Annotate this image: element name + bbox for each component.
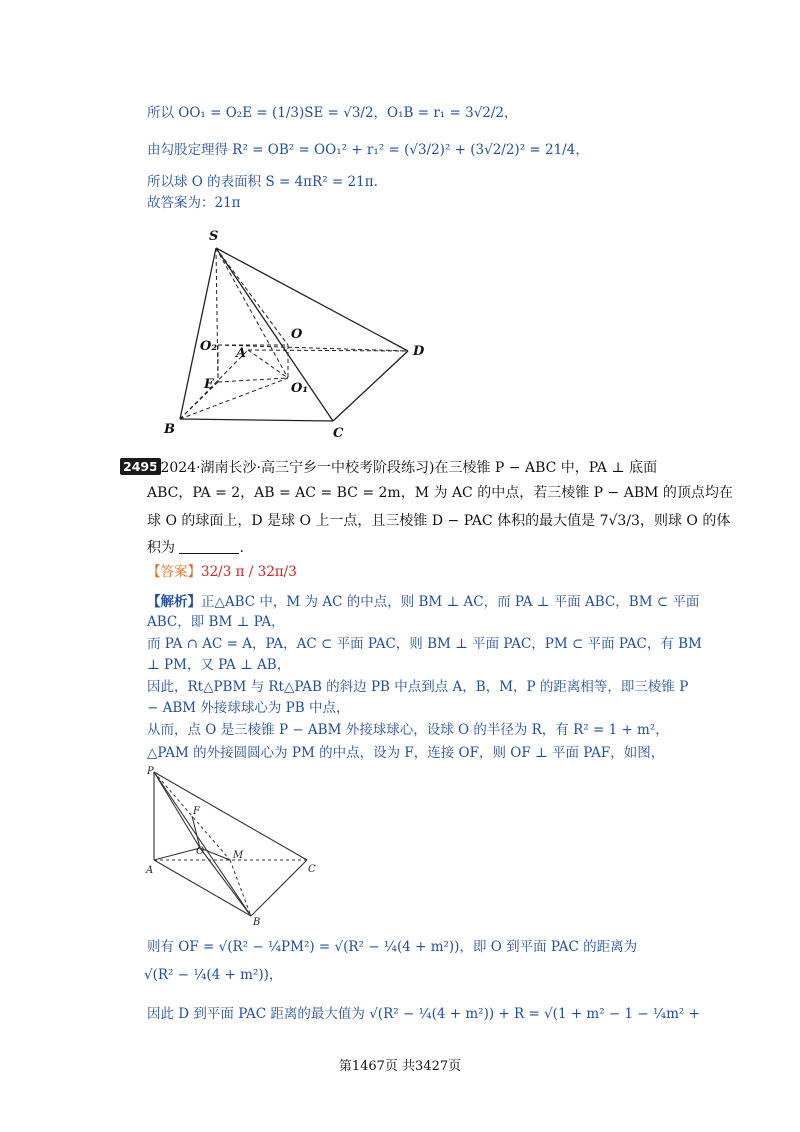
label-M: M <box>233 850 244 861</box>
label-A: A <box>236 346 247 361</box>
analysis-line-1-text: 正△ABC 中，M 为 AC 的中点，则 BM ⊥ AC，而 PA ⊥ 平面 ABC，BM ⊂ 平面 <box>201 594 700 610</box>
answer-line <box>147 562 297 582</box>
analysis-line-5: 因此，Rt△PBM 与 Rt△PAB 的斜边 PB 中点到点 A，B，M，P 的距离相等，即三棱锥 P <box>147 679 689 695</box>
problem-line-1: (2024·湖南长沙·高三宁乡一中校考阶段练习)在三棱锥 P − ABC 中，PA ⊥ 底面 <box>155 460 658 476</box>
problem-number-badge: 2495 <box>120 458 161 475</box>
answer-value: 32/3 π / 32π/3 <box>201 564 297 580</box>
analysis-tag: 【解析】 <box>147 594 201 610</box>
analysis-line-2: ABC，即 BM ⊥ PA， <box>147 614 285 630</box>
label-B-fig2: B <box>253 917 261 928</box>
solution-line-4: 故答案为：21π <box>147 195 241 211</box>
label-O-fig2: O <box>196 846 205 857</box>
page-footer: 第1467页 共3427页 <box>338 1059 462 1074</box>
after-line-3: 因此 D 到平面 PAC 距离的最大值为 √(R² − ¼(4 + m²)) + R = √(1 + m² − 1 − ¼m² + <box>147 1006 700 1022</box>
label-O: O <box>291 327 303 342</box>
label-A-fig2: A <box>146 865 154 876</box>
pyramid-figure-1 <box>160 222 430 444</box>
analysis-line-7: 从而，点 O 是三棱锥 P − ABM 外接球球心，设球 O 的半径为 R，有 R² = 1 + m²， <box>147 722 669 738</box>
solution-line-2: 由勾股定理得 R² = OB² = OO₁² + r₁² = (√3/2)² + (3√2/2)² = 21/4， <box>147 142 589 158</box>
label-C-fig2: C <box>308 864 316 875</box>
problem-line-2: ABC，PA = 2，AB = AC = BC = 2m，M 为 AC 的中点，若三棱锥 P − ABM 的顶点均在 <box>147 485 733 501</box>
analysis-line-4: ⊥ PM，又 PA ⊥ AB， <box>147 657 291 673</box>
label-O1: O₁ <box>291 381 309 396</box>
solution-line-3: 所以球 O 的表面积 S = 4πR² = 21π. <box>147 174 378 190</box>
label-O2: O₂ <box>200 339 218 354</box>
label-E: E <box>204 377 214 392</box>
problem-line-3: 球 O 的球面上，D 是球 O 上一点，且三棱锥 D − PAC 体积的最大值是 7√3/3，则球 O 的体 <box>147 513 731 529</box>
problem-line-4: 积为 . <box>147 540 244 556</box>
analysis-line-3: 而 PA ∩ AC = A，PA，AC ⊂ 平面 PAC，则 BM ⊥ 平面 PAC，PM ⊂ 平面 PAC，有 BM <box>147 636 702 652</box>
answer-blank <box>179 539 239 554</box>
analysis-line-6: − ABM 外接球球心为 PB 中点， <box>147 700 350 716</box>
analysis-line-1 <box>147 592 699 612</box>
analysis-line-8: △PAM 的外接圆圆心为 PM 的中点，设为 F，连接 OF，则 OF ⊥ 平面 PAF，如图， <box>147 745 665 761</box>
label-B: B <box>164 422 175 437</box>
after-line-2: √(R² − ¼(4 + m²))， <box>144 967 283 983</box>
solution-line-1: 所以 OO₁ = O₂E = (1/3)SE = √3/2，O₁B = r₁ = 3√2/2， <box>147 105 518 121</box>
label-D: D <box>413 344 425 359</box>
label-C: C <box>333 426 344 441</box>
answer-tag: 【答案】 <box>147 564 201 580</box>
label-F: F <box>193 806 200 817</box>
problem-line-4-text: 积为 <box>147 540 175 556</box>
label-S: S <box>209 229 219 244</box>
after-line-1: 则有 OF = √(R² − ¼PM²) = √(R² − ¼(4 + m²))，即 O 到平面 PAC 的距离为 <box>147 939 638 955</box>
label-P: P <box>147 766 154 777</box>
pyramid-figure-2 <box>140 762 330 928</box>
